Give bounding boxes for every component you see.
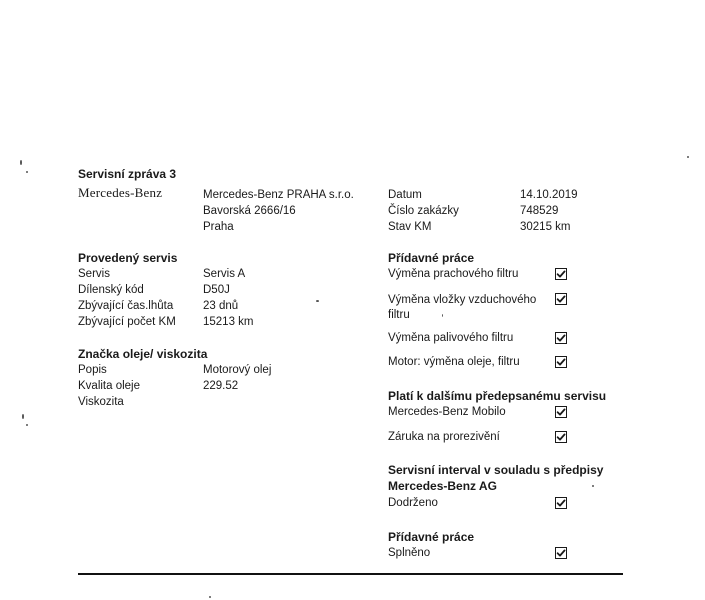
remaining-km-label: Zbývající počet KM [78,316,176,328]
service-heading: Provedený servis [78,251,178,265]
report-title: Servisní zpráva 3 [78,167,177,181]
fuel-filter-checkbox[interactable] [555,332,567,344]
viscosity-label: Viskozita [78,396,124,408]
remaining-time-value: 23 dnů [203,300,239,312]
air-filter-checkbox[interactable] [555,293,567,305]
workshop-code-label: Dílenský kód [78,284,144,296]
dealer-street: Bavorská 2666/16 [203,205,296,217]
oil-description-label: Popis [78,364,107,376]
scan-speck [592,485,594,487]
date-value: 14.10.2019 [520,189,578,201]
checkmark-icon [556,357,566,367]
order-number-label: Číslo zakázky [388,205,459,217]
oil-change-checkbox[interactable] [555,356,567,368]
oil-quality-value: 229.52 [203,380,239,392]
dust-filter-checkbox[interactable] [555,268,567,280]
oil-quality-label: Kvalita oleje [78,380,141,392]
checkmark-icon [556,498,566,508]
checkmark-icon [556,548,566,558]
service-type-value: Servis A [203,268,246,280]
fulfilled-label: Splněno [388,547,431,559]
next-service-heading: Platí k dalšímu předepsanému servisu [388,389,607,403]
rust-warranty-checkbox[interactable] [555,431,567,443]
additional-work-2-heading: Přídavné práce [388,530,475,544]
interval-kept-label: Dodrženo [388,497,438,509]
workshop-code-value: D50J [203,284,230,296]
interval-heading-line2: Mercedes-Benz AG [388,479,497,493]
mobilo-checkbox[interactable] [555,406,567,418]
dust-filter-label: Výměna prachového filtru [388,268,519,280]
scan-speck [26,424,28,426]
air-filter-label-line2: filtru [388,309,410,321]
mileage-value: 30215 km [520,221,571,233]
checkmark-icon [556,269,566,279]
rust-warranty-label: Záruka na prorezivění [388,431,500,443]
checkmark-icon [556,294,566,304]
service-type-label: Servis [78,268,110,280]
remaining-km-value: 15213 km [203,316,254,328]
scan-speck [22,414,24,419]
date-label: Datum [388,189,422,201]
interval-kept-checkbox[interactable] [555,497,567,509]
interval-heading-line1: Servisní interval v souladu s předpisy [388,463,604,477]
checkmark-icon [556,432,566,442]
oil-change-label: Motor: výměna oleje, filtru [388,356,520,368]
bottom-divider [78,573,623,575]
remaining-time-label: Zbývající čas.lhůta [78,300,174,312]
scan-speck [442,314,443,317]
additional-work-heading: Přídavné práce [388,251,475,265]
fuel-filter-label: Výměna palivového filtru [388,332,514,344]
scan-speck [316,300,319,302]
mileage-label: Stav KM [388,221,432,233]
scan-speck [26,171,28,173]
scan-speck [20,160,22,165]
fulfilled-checkbox[interactable] [555,547,567,559]
dealer-name: Mercedes-Benz PRAHA s.r.o. [203,189,354,201]
mobilo-label: Mercedes-Benz Mobilo [388,406,506,418]
oil-heading: Značka oleje/ viskozita [78,347,208,361]
brand-logo-text: Mercedes-Benz [78,185,163,200]
checkmark-icon [556,333,566,343]
scan-speck [687,156,689,158]
scan-speck [209,596,211,598]
air-filter-label-line1: Výměna vložky vzduchového [388,294,537,306]
order-number-value: 748529 [520,205,559,217]
dealer-city: Praha [203,221,234,233]
oil-description-value: Motorový olej [203,364,272,376]
checkmark-icon [556,407,566,417]
